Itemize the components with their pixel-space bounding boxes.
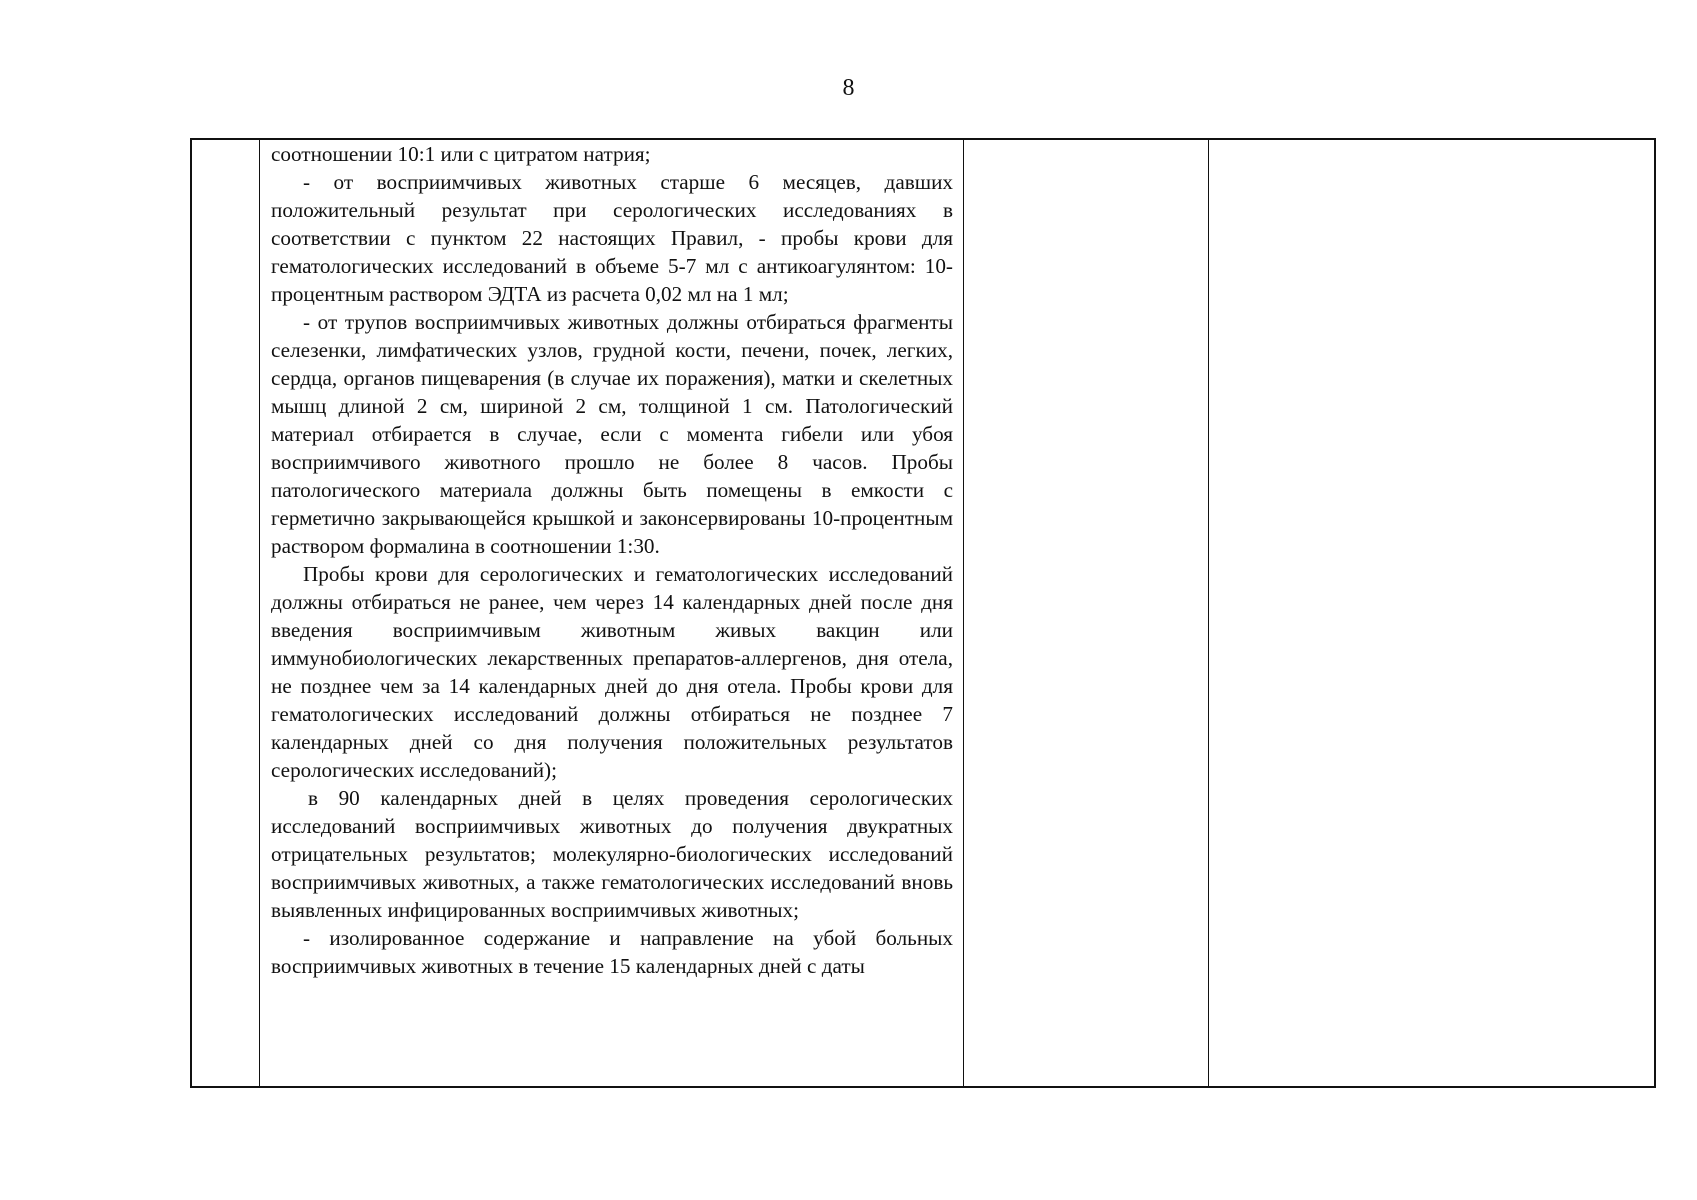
table-cell-number — [192, 140, 260, 1086]
paragraph-5: в 90 календарных дней в целях проведения серологических исследований восприимчивых животных до получения двукратных отрицательных результатов; молекулярно-биологических исследований восприимчивых животных, а также гематологических исследований вновь выявленных инфицированных восприимчивых животных; — [271, 786, 953, 922]
measures-text — [271, 140, 953, 980]
table-cell-empty-3 — [964, 140, 1209, 1086]
table-cell-measures — [260, 140, 964, 1086]
paragraph-4: Пробы крови для серологических и гематологических исследований должны отбираться не ранее, чем через 14 календарных дней после дня введения восприимчивым животным живых вакцин или иммунобиологических лекарственных препаратов-аллергенов, дня отела, не позднее чем за 14 календарных дней до дня отела. Пробы крови для гематологических исследований должны отбираться не позднее 7 календарных дней со дня получения положительных результатов серологических исследований); — [271, 562, 953, 782]
paragraph-6: - изолированное содержание и направление на убой больных восприимчивых животных в течение 15 календарных дней с даты — [271, 926, 953, 978]
table-cell-empty-4 — [1209, 140, 1654, 1086]
paragraph-1: соотношении 10:1 или с цитратом натрия; — [271, 142, 651, 166]
regulation-table — [190, 138, 1656, 1088]
paragraph-2: - от восприимчивых животных старше 6 месяцев, давших положительный результат при серологических исследованиях в соответствии с пунктом 22 настоящих Правил, - пробы крови для гематологических исследований в объеме 5-7 мл с антикоагулянтом: 10-процентным раствором ЭДТА из расчета 0,02 мл на 1 мл; — [271, 170, 953, 306]
paragraph-3: - от трупов восприимчивых животных должны отбираться фрагменты селезенки, лимфатических узлов, грудной кости, печени, почек, легких, сердца, органов пищеварения (в случае их поражения), матки и скелетных мышц длиной 2 см, шириной 2 см, толщиной 1 см. Патологический материал отбирается в случае, если с момента гибели или убоя восприимчивого животного прошло не более 8 часов. Пробы патологического материала должны быть помещены в емкости с герметично закрывающейся крышкой и законсервированы 10-процентным раствором формалина в соотношении 1:30. — [271, 310, 953, 558]
page-number: 8 — [842, 75, 855, 101]
